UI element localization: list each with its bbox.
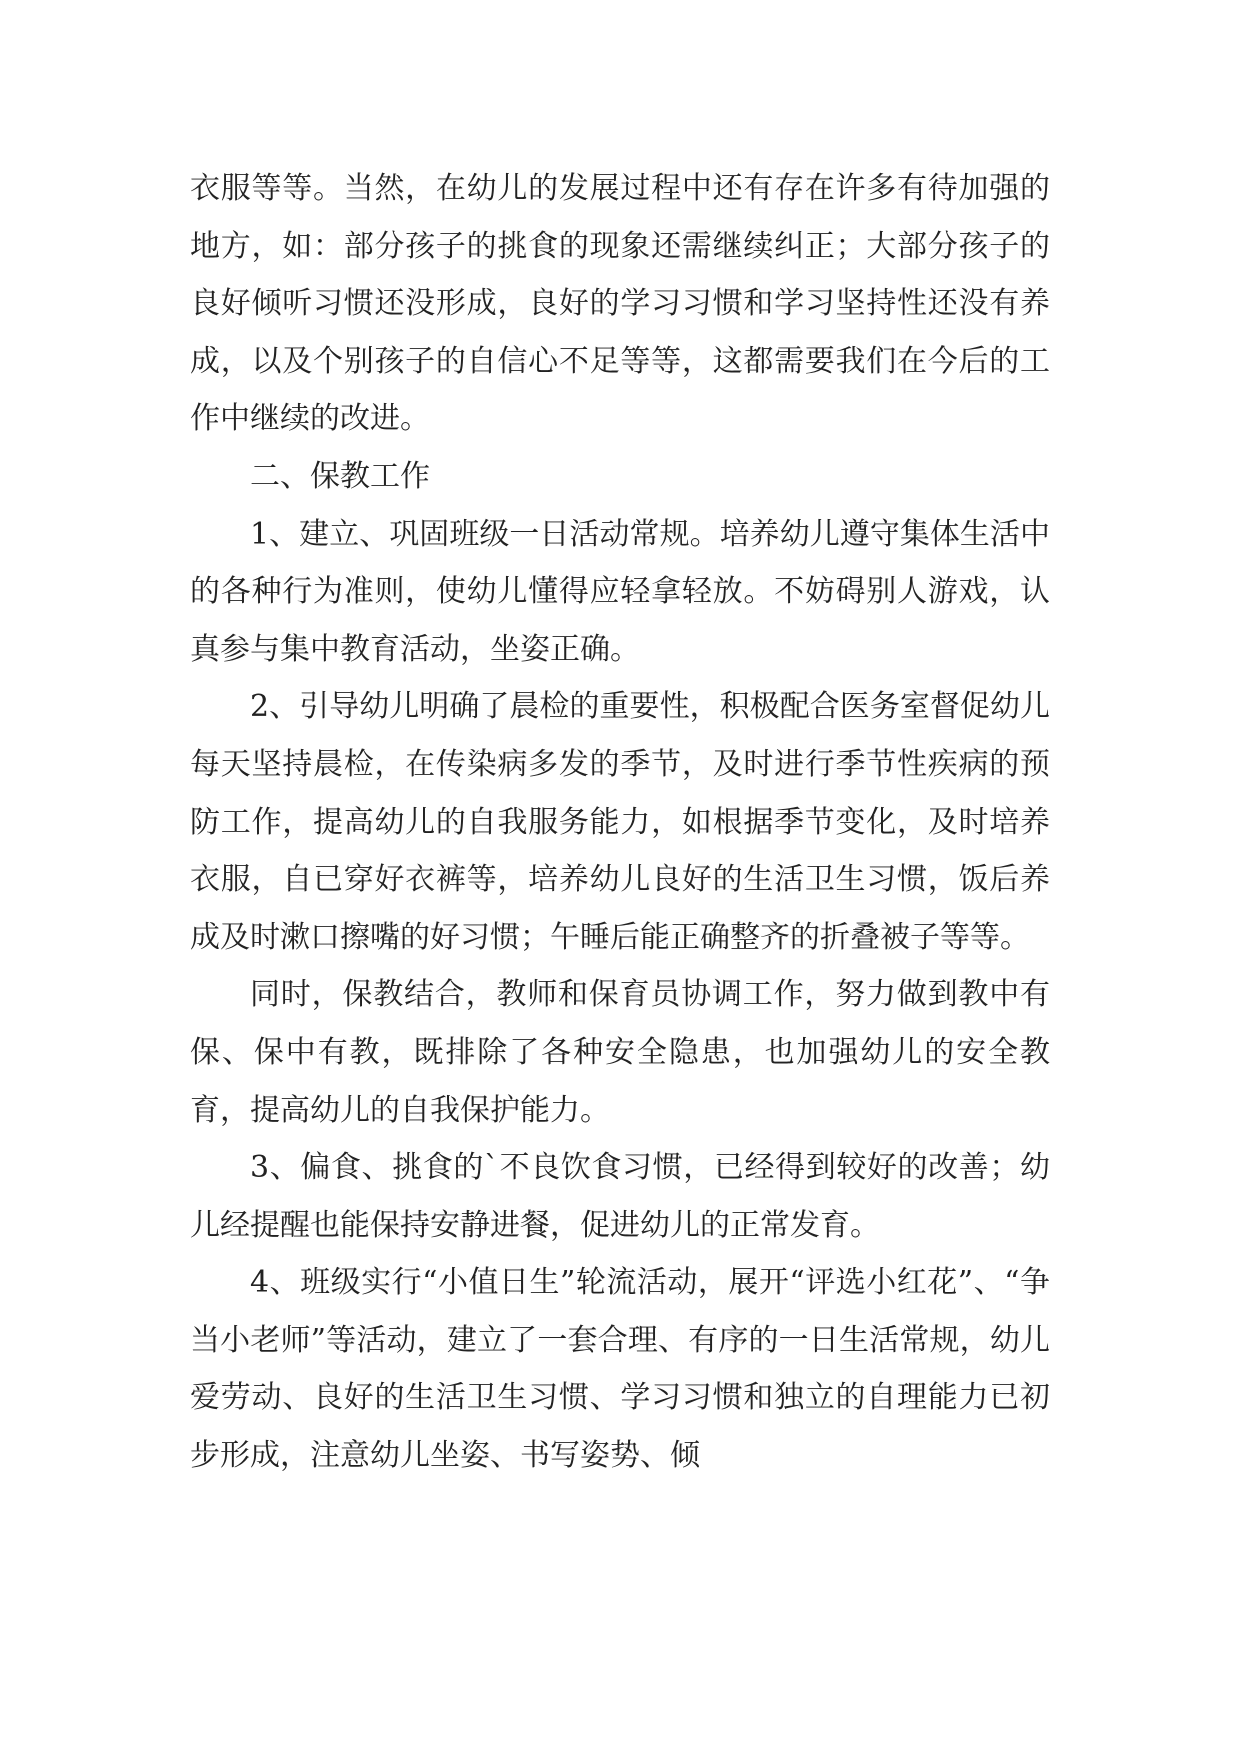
paragraph-item-1: 1、建立、巩固班级一日活动常规。培养幼儿遵守集体生活中的各种行为准则，使幼儿懂得应轻拿轻放。不妨碍别人游戏，认真参与集中教育活动，坐姿正确。 [190,516,1050,667]
paragraph-item-3: 3、偏食、挑食的`不良饮食习惯，已经得到较好的改善；幼儿经提醒也能保持安静进餐，促进幼儿的正常发育。 [190,1150,1050,1243]
paragraph-cooperation: 同时，保教结合，教师和保育员协调工作，努力做到教中有保、保中有教，既排除了各种安全隐患，也加强幼儿的安全教育，提高幼儿的自我保护能力。 [190,977,1050,1128]
paragraph-continuation: 衣服等等。当然，在幼儿的发展过程中还有存在许多有待加强的地方，如：部分孩子的挑食的现象还需继续纠正；大部分孩子的良好倾听习惯还没形成，良好的学习习惯和学习坚持性还没有养成，以及个别孩子的自信心不足等等，这都需要我们在今后的工作中继续的改进。 [190,171,1050,437]
document-body [190,160,1050,1485]
section-heading: 二、保教工作 [250,458,430,494]
paragraph-item-4: 4、班级实行“小值日生”轮流活动，展开“评选小红花”、“争当小老师”等活动，建立了一套合理、有序的一日生活常规，幼儿爱劳动、良好的生活卫生习惯、学习习惯和独立的自理能力已初步形成，注意幼儿坐姿、书写姿势、倾 [190,1265,1050,1474]
paragraph-item-2: 2、引导幼儿明确了晨检的重要性，积极配合医务室督促幼儿每天坚持晨检，在传染病多发的季节，及时进行季节性疾病的预防工作，提高幼儿的自我服务能力，如根据季节变化，及时培养衣服，自已穿好衣裤等，培养幼儿良好的生活卫生习惯，饭后养成及时漱口擦嘴的好习惯；午睡后能正确整齐的折叠被子等等。 [190,689,1050,955]
